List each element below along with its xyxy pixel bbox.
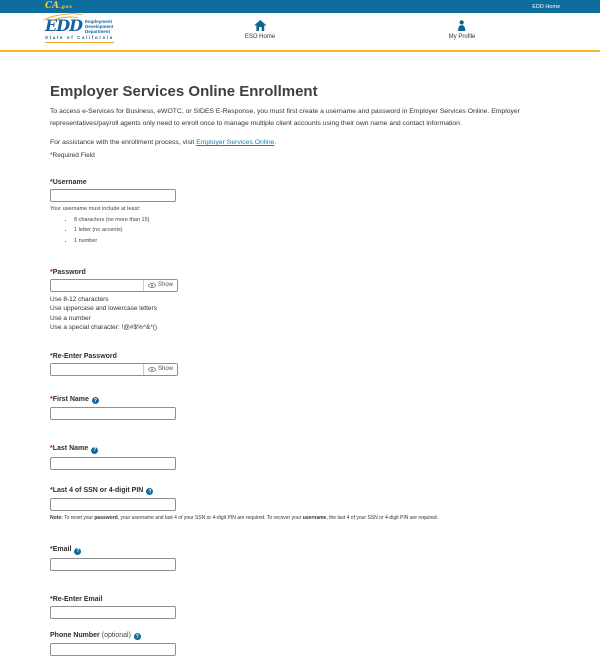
username-helper: Your username must include at least: — [50, 206, 550, 212]
reenter-email-field-group — [50, 596, 550, 619]
username-rule: • 1 letter (no accents) — [74, 227, 550, 233]
first-name-help-icon[interactable]: ? — [92, 397, 99, 404]
show-label: Show — [158, 366, 173, 372]
first-name-label-text: First Name — [53, 396, 89, 403]
assistance-suffix: . — [274, 139, 276, 146]
ssn-pin-label — [50, 487, 550, 496]
enrollment-form — [0, 52, 600, 656]
ssn-pin-field-group — [50, 487, 550, 522]
edd-logo-line3: Department — [85, 30, 113, 35]
password-input-wrap — [50, 279, 178, 292]
eye-icon — [148, 283, 156, 288]
password-input[interactable] — [51, 280, 143, 291]
password-rules — [50, 295, 550, 333]
required-asterisk: * — [50, 596, 53, 603]
email-label — [50, 546, 550, 555]
first-name-label — [50, 396, 550, 405]
required-asterisk: * — [50, 445, 53, 452]
password-show-button[interactable] — [143, 280, 177, 291]
email-label-text: Email — [53, 546, 72, 553]
first-name-input[interactable] — [50, 407, 176, 420]
username-input[interactable] — [50, 189, 176, 202]
username-field-group — [50, 179, 550, 244]
required-asterisk: * — [50, 269, 53, 276]
required-asterisk: * — [50, 353, 53, 360]
phone-label-text: Phone Number — [50, 632, 100, 639]
required-asterisk: * — [50, 546, 53, 553]
employer-services-online-link[interactable]: Employer Services Online — [196, 139, 274, 146]
reset-recovery-note — [50, 515, 550, 521]
username-rules-list — [50, 217, 550, 244]
phone-input[interactable] — [50, 643, 176, 656]
username-label-text: Username — [53, 179, 87, 186]
show-label: Show — [158, 282, 173, 288]
password-field-group — [50, 269, 550, 333]
reenter-password-input[interactable] — [51, 364, 143, 375]
note-text: , the last 4 of your SSN or 4-digit PIN are required. — [326, 515, 438, 521]
edd-home-link[interactable]: EDD Home — [532, 4, 560, 10]
main-header — [0, 13, 600, 52]
phone-help-icon[interactable]: ? — [134, 633, 141, 640]
ssn-pin-input[interactable] — [50, 498, 176, 511]
edd-logo-line2: Development — [85, 25, 113, 30]
reenter-password-input-wrap — [50, 363, 178, 376]
page-title: Employer Services Online Enrollment — [50, 84, 550, 100]
edd-logo-tagline: State of California — [45, 35, 114, 43]
reenter-password-label — [50, 353, 550, 360]
ca-gov-logo[interactable] — [45, 1, 73, 13]
email-input[interactable] — [50, 558, 176, 571]
required-asterisk: * — [50, 487, 53, 494]
utility-bar — [0, 0, 600, 13]
nav-my-profile-label: My Profile — [449, 34, 476, 40]
person-icon — [457, 20, 467, 31]
first-name-field-group — [50, 396, 550, 421]
password-rule: Use uppercase and lowercase letters — [50, 304, 550, 314]
edd-logo-line1: Employment — [85, 20, 113, 25]
edd-logo-acronym: EDD — [45, 18, 82, 33]
reenter-password-label-text: Re-Enter Password — [53, 353, 117, 360]
password-rule: Use a number — [50, 314, 550, 324]
email-field-group — [50, 546, 550, 571]
last-name-label — [50, 445, 550, 454]
intro-paragraph: To access e-Services for Business, eWOTC, or SIDES E-Response, you must first create a username and password in Employer Services Online. Employer representatives/payroll agents only need to enroll once to manage multiple client accounts using their own name and contact information. — [50, 106, 562, 129]
assistance-prefix: For assistance with the enrollment process, visit — [50, 139, 196, 146]
last-name-help-icon[interactable]: ? — [91, 447, 98, 454]
email-help-icon[interactable]: ? — [74, 548, 81, 555]
ssn-pin-help-icon[interactable]: ? — [146, 488, 153, 495]
note-text: , your username and last 4 of your SSN or 4-digit PIN are required. To recover your — [118, 515, 303, 521]
password-label-text: Password — [53, 269, 86, 276]
edd-logo[interactable] — [45, 18, 114, 43]
required-asterisk: * — [50, 396, 53, 403]
reenter-password-field-group — [50, 353, 550, 376]
eye-icon — [148, 367, 156, 372]
note-label: Note: — [50, 515, 63, 521]
required-asterisk: * — [50, 179, 53, 186]
last-name-input[interactable] — [50, 457, 176, 470]
password-label — [50, 269, 550, 276]
nav-eso-home-label: ESO Home — [245, 34, 275, 40]
ca-gov-logo-suffix: .gov — [59, 4, 72, 10]
nav-my-profile[interactable] — [449, 20, 476, 40]
reenter-password-show-button[interactable] — [143, 364, 177, 375]
password-rule: Use a special character: !@#$%^&*() — [50, 323, 550, 333]
username-rule: • 8 characters (no more than 15) — [74, 217, 550, 223]
phone-label — [50, 632, 550, 641]
reenter-email-label — [50, 596, 550, 603]
reenter-email-input[interactable] — [50, 606, 176, 619]
required-field-note: *Required Field — [50, 152, 550, 159]
last-name-field-group — [50, 445, 550, 470]
home-icon — [254, 20, 267, 31]
reenter-email-label-text: Re-Enter Email — [53, 596, 103, 603]
assistance-line — [50, 139, 550, 146]
note-text: To reset your — [63, 515, 95, 521]
phone-optional-text: (optional) — [100, 632, 131, 639]
last-name-label-text: Last Name — [53, 445, 88, 452]
nav-eso-home[interactable] — [245, 20, 275, 40]
note-bold-username: username — [303, 515, 327, 521]
ca-gov-logo-main: CA — [45, 1, 59, 11]
username-rule: • 1 number — [74, 238, 550, 244]
note-bold-password: password — [94, 515, 117, 521]
edd-logo-department-lines — [85, 18, 113, 34]
username-label — [50, 179, 550, 186]
ssn-pin-label-text: Last 4 of SSN or 4-digit PIN — [53, 487, 144, 494]
password-rule: Use 8-12 characters — [50, 295, 550, 305]
phone-field-group — [50, 632, 550, 656]
